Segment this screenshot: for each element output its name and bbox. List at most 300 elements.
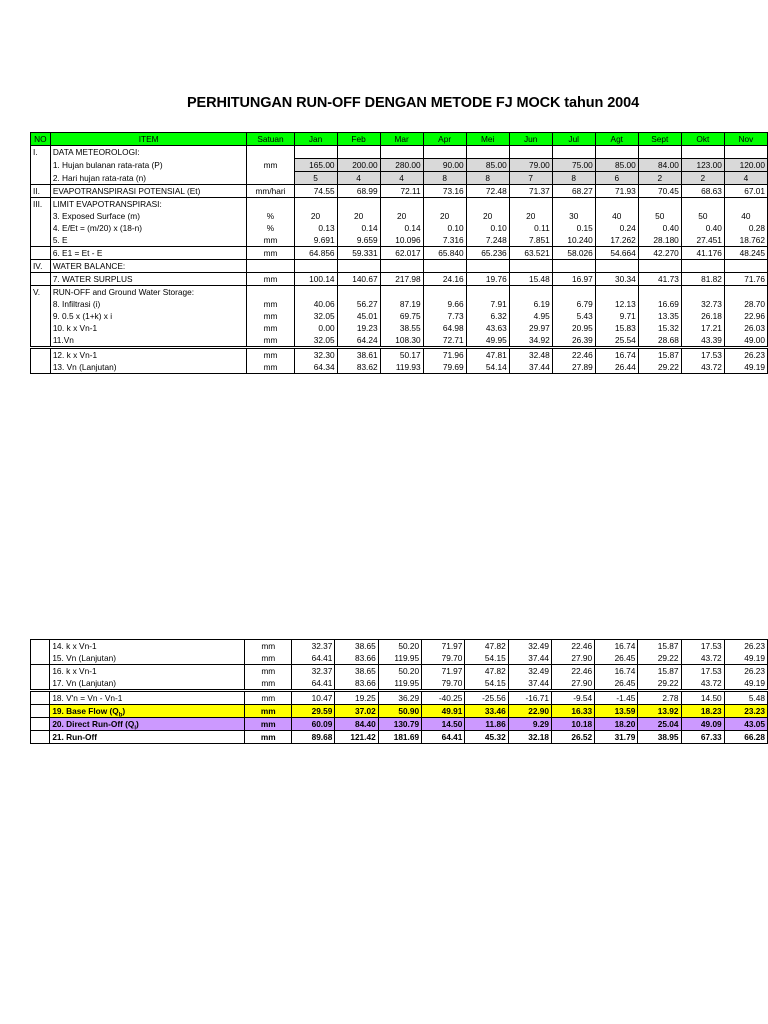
value-cell: 72.11 (380, 185, 423, 198)
value-cell: 34.92 (509, 334, 552, 348)
item-label: LIMIT EVAPOTRANSPIRASI: (50, 198, 247, 211)
value-cell: 29.97 (509, 322, 552, 334)
value-cell: 13.92 (638, 705, 681, 718)
section-number (31, 691, 50, 705)
table-row (31, 198, 768, 211)
value-cell: 49.09 (681, 718, 724, 731)
unit-cell: mm (247, 348, 294, 362)
value-cell: 19.25 (335, 691, 378, 705)
table-row (31, 677, 768, 691)
value-cell (337, 260, 380, 273)
section-number (31, 222, 51, 234)
section-number (31, 310, 51, 322)
value-cell: 64.98 (423, 322, 466, 334)
value-cell: 23.23 (724, 705, 767, 718)
value-cell: 10.18 (551, 718, 594, 731)
value-cell: 32.49 (508, 640, 551, 653)
value-cell (724, 260, 767, 273)
value-cell: 26.39 (552, 334, 595, 348)
value-cell: 12.13 (595, 298, 638, 310)
value-cell: 87.19 (380, 298, 423, 310)
value-cell: 26.23 (724, 348, 767, 362)
value-cell: 9.66 (423, 298, 466, 310)
item-label: 6. E1 = Et - E (50, 247, 247, 260)
value-cell: 37.44 (508, 677, 551, 691)
value-cell: 43.72 (681, 677, 724, 691)
value-cell: -9.54 (551, 691, 594, 705)
value-cell: 280.00 (380, 159, 423, 172)
value-cell: 0.40 (638, 222, 681, 234)
value-cell: 27.90 (551, 677, 594, 691)
table-row (31, 731, 768, 744)
value-cell: 10.096 (380, 234, 423, 247)
value-cell: 7.316 (423, 234, 466, 247)
value-cell: 79.00 (509, 159, 552, 172)
value-cell: 56.27 (337, 298, 380, 310)
table-row (31, 185, 768, 198)
value-cell: 71.97 (422, 665, 465, 678)
value-cell: 64.34 (294, 361, 337, 374)
value-cell: 22.46 (552, 348, 595, 362)
item-label: DATA METEOROLOGI: (50, 146, 247, 159)
section-number (31, 718, 50, 731)
item-label: WATER BALANCE: (50, 260, 247, 273)
unit-cell: mm (247, 234, 294, 247)
value-cell: 64.24 (337, 334, 380, 348)
value-cell: 4.95 (509, 310, 552, 322)
section-number: V. (31, 286, 51, 299)
value-cell: 70.45 (638, 185, 681, 198)
table-row (31, 234, 768, 247)
value-cell (466, 286, 509, 299)
section-number (31, 334, 51, 348)
value-cell (466, 146, 509, 159)
value-cell: 19.23 (337, 322, 380, 334)
unit-cell: mm (245, 652, 292, 665)
unit-cell: mm/hari (247, 185, 294, 198)
value-cell: 71.37 (509, 185, 552, 198)
value-cell (724, 286, 767, 299)
value-cell: 83.66 (335, 677, 378, 691)
value-cell (294, 286, 337, 299)
value-cell: 79.70 (422, 652, 465, 665)
value-cell: 15.87 (638, 348, 681, 362)
unit-cell: mm (247, 298, 294, 310)
value-cell: 59.331 (337, 247, 380, 260)
value-cell: 10.47 (292, 691, 335, 705)
value-cell: 29.22 (638, 652, 681, 665)
unit-cell: mm (247, 159, 294, 172)
unit-cell: mm (247, 334, 294, 348)
value-cell: 15.32 (638, 322, 681, 334)
value-cell: 67.01 (724, 185, 767, 198)
header-no: NO (31, 133, 51, 146)
value-cell: 8 (466, 172, 509, 185)
value-cell: 11.86 (465, 718, 508, 731)
item-label: 17. Vn (Lanjutan) (50, 677, 245, 691)
value-cell: 27.451 (681, 234, 724, 247)
item-label: 21. Run-Off (50, 731, 245, 744)
value-cell: 7.851 (509, 234, 552, 247)
value-cell: 26.18 (681, 310, 724, 322)
value-cell (509, 198, 552, 211)
item-label-text: 19. Base Flow (Q (52, 706, 119, 716)
table-row (31, 705, 768, 718)
value-cell: 49.19 (724, 652, 767, 665)
value-cell: 0.40 (681, 222, 724, 234)
unit-cell: mm (245, 640, 292, 653)
value-cell: 16.74 (595, 348, 638, 362)
unit-cell: mm (245, 665, 292, 678)
value-cell: 60.09 (292, 718, 335, 731)
value-cell: 43.39 (681, 334, 724, 348)
value-cell: 31.79 (595, 731, 638, 744)
section-number (31, 273, 51, 286)
value-cell: 24.16 (423, 273, 466, 286)
value-cell: 16.74 (595, 665, 638, 678)
value-cell: 38.61 (337, 348, 380, 362)
value-cell: 40 (724, 210, 767, 222)
item-label: 1. Hujan bulanan rata-rata (P) (50, 159, 247, 172)
value-cell: 121.42 (335, 731, 378, 744)
value-cell: 58.026 (552, 247, 595, 260)
value-cell: 108.30 (380, 334, 423, 348)
table-row (31, 146, 768, 159)
value-cell: 38.65 (335, 640, 378, 653)
item-label-subscript: b (118, 712, 123, 718)
section-number (31, 640, 50, 653)
value-cell: 26.23 (724, 640, 767, 653)
value-cell: 18.20 (595, 718, 638, 731)
section-number (31, 361, 51, 374)
item-label: 18. V'n = Vn - Vn-1 (50, 691, 245, 705)
section-number (31, 652, 50, 665)
table-row (31, 640, 768, 653)
value-cell: 47.82 (465, 665, 508, 678)
item-label: 14. k x Vn-1 (50, 640, 245, 653)
value-cell: 26.52 (551, 731, 594, 744)
value-cell: 119.95 (378, 677, 421, 691)
item-label (50, 705, 245, 718)
value-cell: -16.71 (508, 691, 551, 705)
header-item: ITEM (50, 133, 247, 146)
item-label-text: 20. Direct Run-Off (Q (52, 719, 135, 729)
value-cell: 64.856 (294, 247, 337, 260)
value-cell: -1.45 (595, 691, 638, 705)
unit-cell: mm (247, 273, 294, 286)
value-cell: 50.17 (380, 348, 423, 362)
section-number (31, 210, 51, 222)
value-cell: 9.29 (508, 718, 551, 731)
value-cell: 16.69 (638, 298, 681, 310)
runoff-table-upper (30, 132, 768, 374)
value-cell: 18.23 (681, 705, 724, 718)
unit-cell: mm (245, 731, 292, 744)
unit-cell: mm (247, 247, 294, 260)
value-cell: 181.69 (378, 731, 421, 744)
value-cell: 123.00 (681, 159, 724, 172)
value-cell: 32.18 (508, 731, 551, 744)
unit-cell (247, 260, 294, 273)
value-cell: 17.53 (681, 348, 724, 362)
value-cell: 62.017 (380, 247, 423, 260)
section-number (31, 677, 50, 691)
value-cell: 33.46 (465, 705, 508, 718)
value-cell: 6 (595, 172, 638, 185)
value-cell: 50.20 (378, 665, 421, 678)
value-cell: 38.95 (638, 731, 681, 744)
header-month: Apr (423, 133, 466, 146)
value-cell: 43.05 (724, 718, 767, 731)
value-cell: 54.14 (466, 361, 509, 374)
value-cell (380, 146, 423, 159)
value-cell: 22.46 (551, 640, 594, 653)
value-cell: 38.65 (335, 665, 378, 678)
table-row (31, 718, 768, 731)
value-cell: 2.78 (638, 691, 681, 705)
value-cell: 17.262 (595, 234, 638, 247)
value-cell (552, 198, 595, 211)
table-row (31, 273, 768, 286)
unit-cell: mm (245, 705, 292, 718)
value-cell: 42.270 (638, 247, 681, 260)
value-cell: 16.74 (595, 640, 638, 653)
table-row (31, 348, 768, 362)
value-cell: 15.83 (595, 322, 638, 334)
table-row (31, 286, 768, 299)
item-label-end: ) (122, 706, 126, 716)
unit-cell: % (247, 222, 294, 234)
value-cell: 40.06 (294, 298, 337, 310)
value-cell: 17.53 (681, 665, 724, 678)
value-cell (337, 198, 380, 211)
value-cell: 16.33 (551, 705, 594, 718)
value-cell: 200.00 (337, 159, 380, 172)
value-cell (423, 146, 466, 159)
value-cell: 68.63 (681, 185, 724, 198)
value-cell (337, 146, 380, 159)
value-cell: 120.00 (724, 159, 767, 172)
value-cell: 71.97 (422, 640, 465, 653)
value-cell: 71.96 (423, 348, 466, 362)
value-cell (595, 146, 638, 159)
value-cell (337, 286, 380, 299)
table-row (31, 260, 768, 273)
value-cell: 17.53 (681, 640, 724, 653)
value-cell: 25.54 (595, 334, 638, 348)
value-cell (681, 286, 724, 299)
unit-cell: mm (245, 718, 292, 731)
item-label: 11.Vn (50, 334, 247, 348)
value-cell: 2 (638, 172, 681, 185)
value-cell: 64.41 (422, 731, 465, 744)
value-cell: 0.28 (724, 222, 767, 234)
item-label: 16. k x Vn-1 (50, 665, 245, 678)
value-cell: 28.70 (724, 298, 767, 310)
value-cell: 15.87 (638, 665, 681, 678)
value-cell (423, 286, 466, 299)
value-cell: 32.49 (508, 665, 551, 678)
value-cell: 29.22 (638, 361, 681, 374)
value-cell: 20.95 (552, 322, 595, 334)
value-cell: 29.22 (638, 677, 681, 691)
value-cell (724, 146, 767, 159)
value-cell: 37.44 (509, 361, 552, 374)
value-cell: 165.00 (294, 159, 337, 172)
value-cell: 90.00 (423, 159, 466, 172)
item-label: 2. Hari hujan rata-rata (n) (50, 172, 247, 185)
value-cell: 13.59 (595, 705, 638, 718)
unit-cell: mm (247, 310, 294, 322)
section-number (31, 322, 51, 334)
item-label: 8. Infiltrasi (i) (50, 298, 247, 310)
item-label: 10. k x Vn-1 (50, 322, 247, 334)
value-cell: 14.50 (681, 691, 724, 705)
header-month: Nov (724, 133, 767, 146)
value-cell (509, 146, 552, 159)
value-cell: 32.37 (292, 640, 335, 653)
value-cell: 66.28 (724, 731, 767, 744)
section-number: I. (31, 146, 51, 159)
value-cell: 81.82 (681, 273, 724, 286)
value-cell: 26.45 (595, 652, 638, 665)
value-cell: 130.79 (378, 718, 421, 731)
item-label: 13. Vn (Lanjutan) (50, 361, 247, 374)
value-cell: 30 (552, 210, 595, 222)
value-cell: 27.90 (551, 652, 594, 665)
value-cell: 63.521 (509, 247, 552, 260)
header-month: Jul (552, 133, 595, 146)
value-cell (423, 260, 466, 273)
table-row (31, 361, 768, 374)
value-cell: 32.37 (292, 665, 335, 678)
value-cell: 13.35 (638, 310, 681, 322)
value-cell: 72.48 (466, 185, 509, 198)
value-cell (509, 286, 552, 299)
value-cell: 32.73 (681, 298, 724, 310)
value-cell: 2 (681, 172, 724, 185)
table-row (31, 298, 768, 310)
value-cell: 79.69 (423, 361, 466, 374)
value-cell: 217.98 (380, 273, 423, 286)
value-cell: 50.90 (378, 705, 421, 718)
section-number (31, 234, 51, 247)
value-cell: 49.19 (724, 677, 767, 691)
value-cell: 84.00 (638, 159, 681, 172)
header-month: Mei (466, 133, 509, 146)
table-row (31, 691, 768, 705)
value-cell: 8 (423, 172, 466, 185)
value-cell: 26.45 (595, 677, 638, 691)
unit-cell: mm (247, 361, 294, 374)
value-cell: 50.20 (378, 640, 421, 653)
value-cell (681, 260, 724, 273)
value-cell (681, 198, 724, 211)
value-cell: 20 (337, 210, 380, 222)
value-cell: 37.44 (508, 652, 551, 665)
value-cell: 6.32 (466, 310, 509, 322)
table-row (31, 322, 768, 334)
table-row (31, 222, 768, 234)
value-cell: 0.24 (595, 222, 638, 234)
value-cell: 68.27 (552, 185, 595, 198)
unit-cell (247, 172, 294, 185)
value-cell: 0.14 (337, 222, 380, 234)
item-label: EVAPOTRANSPIRASI POTENSIAL (Et) (50, 185, 247, 198)
value-cell (681, 146, 724, 159)
value-cell: 20 (294, 210, 337, 222)
unit-cell (247, 286, 294, 299)
value-cell: 5.48 (724, 691, 767, 705)
value-cell: 5 (294, 172, 337, 185)
value-cell: 50 (681, 210, 724, 222)
value-cell: 7.248 (466, 234, 509, 247)
value-cell: 19.76 (466, 273, 509, 286)
unit-cell (247, 198, 294, 211)
item-label: 3. Exposed Surface (m) (50, 210, 247, 222)
value-cell (509, 260, 552, 273)
header-month: Mar (380, 133, 423, 146)
value-cell (552, 286, 595, 299)
table-row (31, 210, 768, 222)
value-cell (466, 260, 509, 273)
item-label: 15. Vn (Lanjutan) (50, 652, 245, 665)
value-cell (294, 198, 337, 211)
value-cell: 74.55 (294, 185, 337, 198)
value-cell: 79.70 (422, 677, 465, 691)
page-title: PERHITUNGAN RUN-OFF DENGAN METODE FJ MOCK tahun 2004 (186, 95, 640, 111)
value-cell: 18.762 (724, 234, 767, 247)
value-cell: 47.81 (466, 348, 509, 362)
value-cell: 119.95 (378, 652, 421, 665)
value-cell: 54.664 (595, 247, 638, 260)
header-month: Jun (509, 133, 552, 146)
section-number (31, 665, 50, 678)
table-row (31, 159, 768, 172)
value-cell: 9.71 (595, 310, 638, 322)
value-cell (294, 146, 337, 159)
value-cell: 54.15 (465, 677, 508, 691)
section-number (31, 172, 51, 185)
value-cell: 45.32 (465, 731, 508, 744)
value-cell: 26.44 (595, 361, 638, 374)
value-cell: 15.48 (509, 273, 552, 286)
value-cell: 36.29 (378, 691, 421, 705)
value-cell: 64.41 (292, 652, 335, 665)
unit-cell: mm (245, 691, 292, 705)
value-cell: 40 (595, 210, 638, 222)
value-cell: 14.50 (422, 718, 465, 731)
value-cell: 26.03 (724, 322, 767, 334)
value-cell: 67.33 (681, 731, 724, 744)
value-cell: 0.13 (294, 222, 337, 234)
value-cell: 37.02 (335, 705, 378, 718)
value-cell: 38.55 (380, 322, 423, 334)
value-cell: 68.99 (337, 185, 380, 198)
value-cell (595, 260, 638, 273)
value-cell: 48.245 (724, 247, 767, 260)
table-row (31, 665, 768, 678)
value-cell: 50 (638, 210, 681, 222)
header-month: Sept (638, 133, 681, 146)
value-cell: 49.00 (724, 334, 767, 348)
value-cell: 64.41 (292, 677, 335, 691)
section-number: IV. (31, 260, 51, 273)
section-number: II. (31, 185, 51, 198)
value-cell (380, 286, 423, 299)
value-cell (638, 146, 681, 159)
value-cell: -25.56 (465, 691, 508, 705)
